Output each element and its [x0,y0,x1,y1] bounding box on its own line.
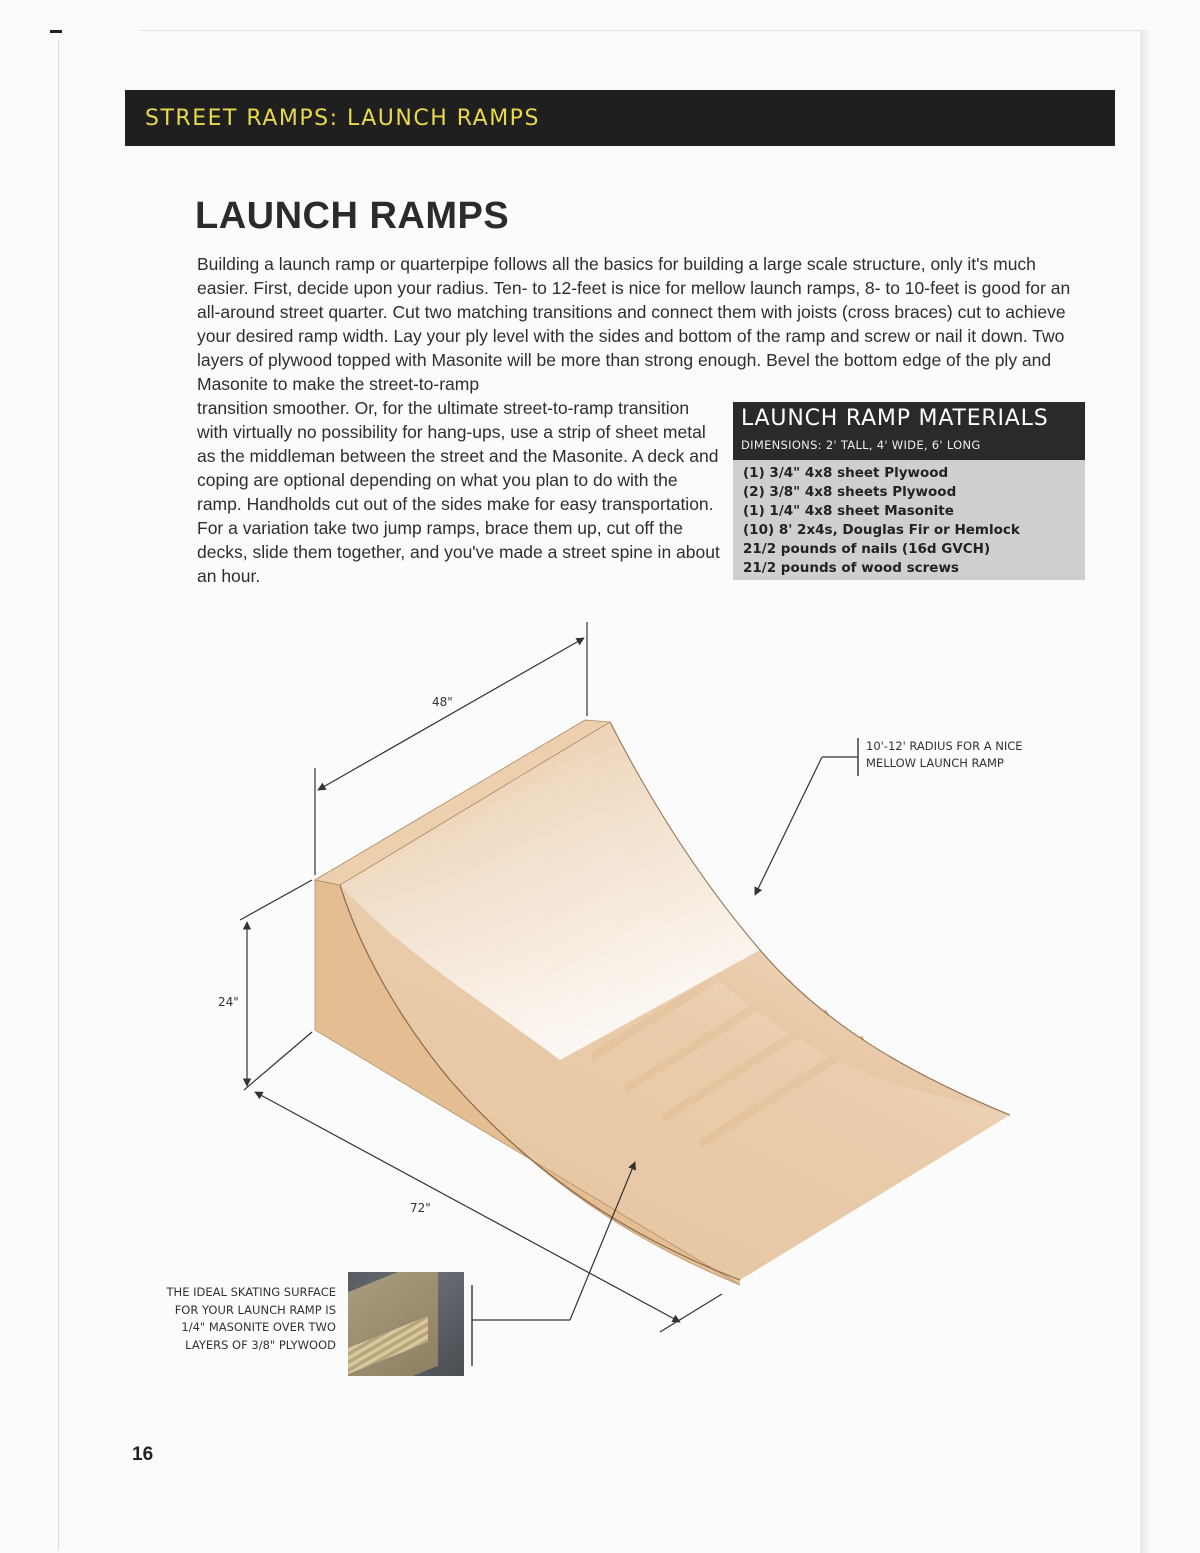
radius-callout-leader [755,757,822,895]
dim-24-label: 24" [218,995,239,1009]
surface-callout-line: 1/4" MASONITE OVER TWO [181,1320,336,1334]
materials-header [733,402,1085,460]
surface-callout [118,1284,336,1354]
surface-callout-line: THE IDEAL SKATING SURFACE [166,1285,336,1299]
materials-dimensions: DIMENSIONS: 2' TALL, 4' WIDE, 6' LONG [741,438,981,452]
surface-callout-line: LAYERS OF 3/8" PLYWOOD [185,1337,336,1352]
dim-72-tick-right [660,1294,722,1332]
section-header-bar [125,90,1115,146]
body-paragraph-2: transition smoother. Or, for the ultimate street-to-ramp transition with virtually no possibility for hang-ups, use a strip of sheet metal as the middleman between the street and the Masonite. A deck and coping are optional depending on what you plan to do with the ramp. Handholds cut out of the sides make for easy transportation. For a variation take two jump ramps, brace them up, cut off the decks, slide them together, and you've made a street spine in about an hour. [197,398,720,586]
radius-callout-line: 10'-12' RADIUS FOR A NICE [866,739,1023,753]
page-number: 16 [132,1444,154,1465]
material-item: (1) 1/4" 4x8 sheet Masonite [743,503,954,519]
dim-72-label: 72" [410,1201,431,1215]
section-header-text: STREET RAMPS: LAUNCH RAMPS [145,106,540,131]
material-item: (10) 8' 2x4s, Douglas Fir or Hemlock [743,522,1020,538]
material-item: (1) 3/4" 4x8 sheet Plywood [743,465,949,481]
dim-24-tick-bottom [244,1032,312,1090]
page-title: LAUNCH RAMPS [195,195,510,237]
materials-title: LAUNCH RAMP MATERIALS [741,406,1049,431]
dim-24-tick-top [240,880,312,920]
material-item: 21/2 pounds of wood screws [743,560,959,576]
material-item: 21/2 pounds of nails (16d GVCH) [743,541,991,557]
body-paragraph-1: Building a launch ramp or quarterpipe follows all the basics for building a large scale structure, only it's much easier. First, decide upon your radius. Ten- to 12-feet is nice for mellow launch ramps, 8- to 10-feet is good for an all-around street quarter. Cut two matching transitions and connect them with joists (cross braces) cut to achieve your desired ramp width. Lay your ply level with the sides and bottom of the ramp and screw or nail it down. Two layers of plywood topped with Masonite will be more than strong enough. Bevel the bottom edge of the ply and Masonite to make the street-to-ramp [197,254,1071,394]
materials-sidebar [733,402,1085,580]
surface-callout-line: FOR YOUR LAUNCH RAMP IS [174,1302,336,1317]
radius-callout [866,738,1066,772]
materials-list [733,460,1085,580]
radius-callout-line: MELLOW LAUNCH RAMP [866,756,1004,770]
masonite-surface-photo [348,1272,464,1376]
dim-48-label: 48" [432,695,453,709]
page-edge-top [140,30,1140,31]
page-corner-mark [50,30,62,33]
material-item: (2) 3/8" 4x8 sheets Plywood [743,484,957,500]
